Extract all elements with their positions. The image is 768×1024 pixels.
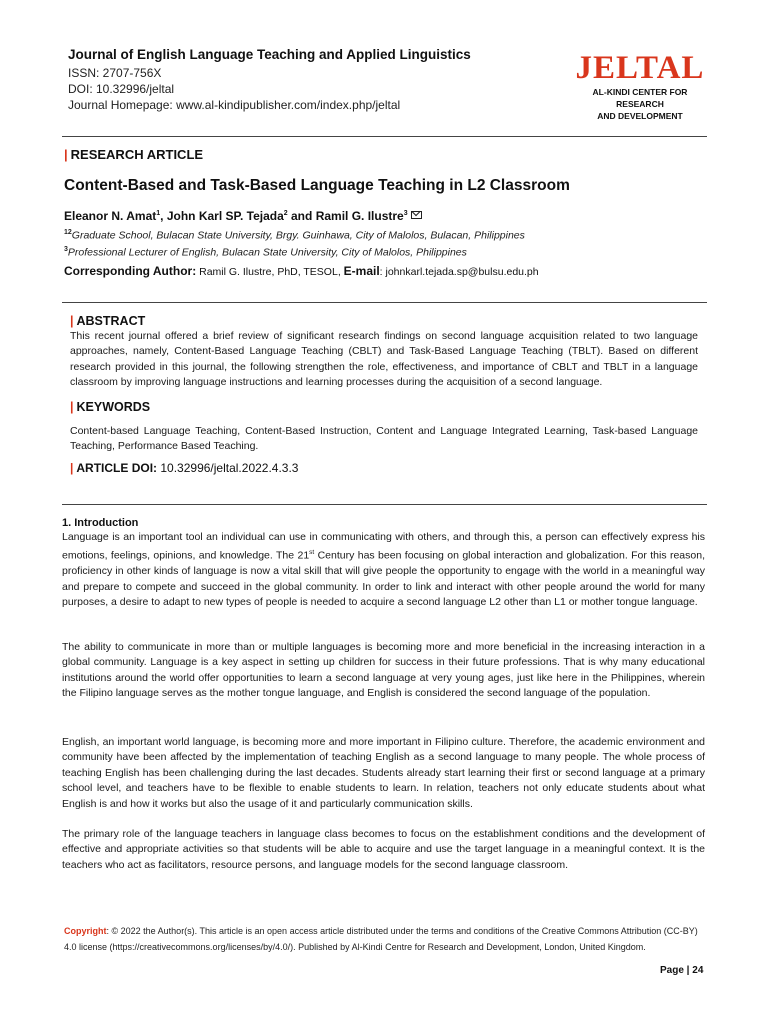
- mail-icon[interactable]: [411, 211, 422, 219]
- corresponding-name: Ramil G. Ilustre, PhD, TESOL,: [196, 266, 344, 278]
- paragraph-1-b: Century has been focusing on global interaction and globalization. For this reason, proficiency in other kinds of language is now a vital skill that will give people the opportunity to engage with the world in a meaningful way and prepare to compete and succeed in the global community. In order to link and interact with other people around the world for many purposes, a desire to adapt to new types of people is needed to acquire a second language L2 other than L1 or mother tongue language.: [62, 549, 705, 609]
- keywords-heading-label: KEYWORDS: [76, 400, 151, 414]
- copyright-notice: [64, 923, 704, 955]
- keywords-heading: | KEYWORDS: [70, 400, 151, 414]
- copyright-text: : © 2022 the Author(s). This article is an open access article distributed under the terms and conditions of the Creative Commons Attribution (CC-BY) 4.0 license (https://creativecommons.org/licenses/by/4.0/). Published by Al-Kindi Centre for Research and Development, London, United Kingdom.: [64, 926, 698, 952]
- affiliation-2-sup: 3: [64, 246, 68, 253]
- keywords-text: Content-based Language Teaching, Content-Based Instruction, Content and Language Integrated Learning, Task-based Language Teaching, Performance Based Teaching.: [70, 425, 698, 453]
- paragraph-3: English, an important world language, is becoming more and more important in Filipino culture. Therefore, the academic environment and community have been affected by the implementation of teaching English as a second language to many people. The whole process of teaching English has been challenging during the last decades. Students already start learning their first or second language at a primary school level, and teachers have to be flexible to enable students to learn. In relation, teachers not only educate students about what English is and how it works but also the usage of it and particularly communication skills.: [62, 736, 705, 810]
- meta-divider: [62, 302, 707, 303]
- journal-logo: [570, 50, 710, 122]
- abstract-divider: [62, 504, 707, 505]
- paragraph-1: [62, 530, 705, 611]
- author-2-sup: 2: [283, 210, 288, 217]
- author-sep-1: ,: [160, 209, 167, 223]
- corresponding-email[interactable]: : johnkarl.tejada.sp@bulsu.edu.ph: [379, 266, 539, 278]
- affiliation-1-text: Graduate School, Bulacan State University, Brgy. Guinhawa, City of Malolos, Bulacan, Philippines: [71, 229, 525, 242]
- paragraph-2: The ability to communicate in more than or multiple languages is becoming more and more beneficial in the increasing interaction in a global community. Language is a key aspect in setting up children for success in their future professions. That is why many educational institutions around the world offer opportunities to learn a second language at very young ages, just like here in the Philippines, wherein the Filipino language serves as the mother tongue language, and English is considered the second language of the population.: [62, 641, 705, 700]
- paragraph-1-sup: st: [309, 549, 315, 557]
- journal-homepage-link[interactable]: Journal Homepage: www.al-kindipublisher.com/index.php/jeltal: [68, 98, 401, 112]
- abstract-heading: | ABSTRACT: [70, 314, 146, 328]
- page-number: Page | 24: [660, 965, 704, 976]
- journal-doi: DOI: 10.32996/jeltal: [68, 82, 175, 96]
- article-doi-label: ARTICLE DOI:: [76, 461, 158, 475]
- corresponding-author: [64, 264, 539, 278]
- section-heading: 1. Introduction: [62, 517, 139, 529]
- logo-subtitle-2: AND DEVELOPMENT: [597, 111, 683, 121]
- article-doi-value[interactable]: 10.32996/jeltal.2022.4.3.3: [157, 461, 299, 475]
- header-divider: [62, 136, 707, 137]
- corresponding-label: Corresponding Author:: [64, 264, 197, 278]
- article-type: | RESEARCH ARTICLE: [64, 147, 204, 162]
- author-1[interactable]: Eleanor N. Amat: [64, 209, 157, 223]
- affiliation-1: [64, 229, 525, 242]
- author-3[interactable]: Ramil G. Ilustre: [315, 209, 404, 223]
- issn: ISSN: 2707-756X: [68, 66, 162, 80]
- article-doi: | ARTICLE DOI: 10.32996/jeltal.2022.4.3.3: [70, 461, 299, 475]
- abstract-text: This recent journal offered a brief review of significant research findings on second language acquisition related to two language approaches, namely, Content-Based Language Teaching (CBLT) and Task-Based Language Teaching (TBLT). Based on different research provided in this journal, the following strengthen the role, effectiveness, and importance of CBLT and TBLT in a language classroom by improving language instructions and learning processes during the acquisition of a second language.: [70, 330, 698, 389]
- author-list: [64, 209, 422, 223]
- article-title: Content-Based and Task-Based Language Teaching in L2 Classroom: [64, 177, 570, 194]
- abstract-heading-label: ABSTRACT: [76, 314, 146, 328]
- affiliation-1-sup: 12: [64, 229, 72, 236]
- author-3-sup: 3: [403, 210, 408, 217]
- article-type-label: RESEARCH ARTICLE: [70, 147, 204, 162]
- paragraph-4: The primary role of the language teachers in language class becomes to focus on the establishment conditions and the development of effective and appropriate activities so that students will be able to acquire and use the target language in a meaningful context. It is the teachers who act as facilitators, resource persons, and language models for the second language classroom.: [62, 828, 705, 871]
- logo-text: JELTAL: [575, 50, 705, 86]
- affiliation-2-text: Professional Lecturer of English, Bulacan State University, City of Malolos, Philippines: [67, 246, 467, 259]
- journal-title: Journal of English Language Teaching and Applied Linguistics: [68, 47, 471, 62]
- author-2[interactable]: John Karl SP. Tejada: [166, 209, 284, 223]
- author-sep-2: and: [287, 209, 316, 223]
- affiliation-2: [64, 246, 467, 259]
- author-1-sup: 1: [156, 210, 161, 217]
- paragraph-1-a: Language is an important tool an individual can use in communicating with others, and through this, a person can effectively express his emotions, feelings, opinions, and knowledge. The 21: [62, 531, 705, 562]
- logo-subtitle-1: AL-KINDI CENTER FOR RESEARCH: [592, 87, 688, 109]
- email-label: E-mail: [343, 264, 380, 278]
- copyright-label: Copyright: [64, 926, 107, 936]
